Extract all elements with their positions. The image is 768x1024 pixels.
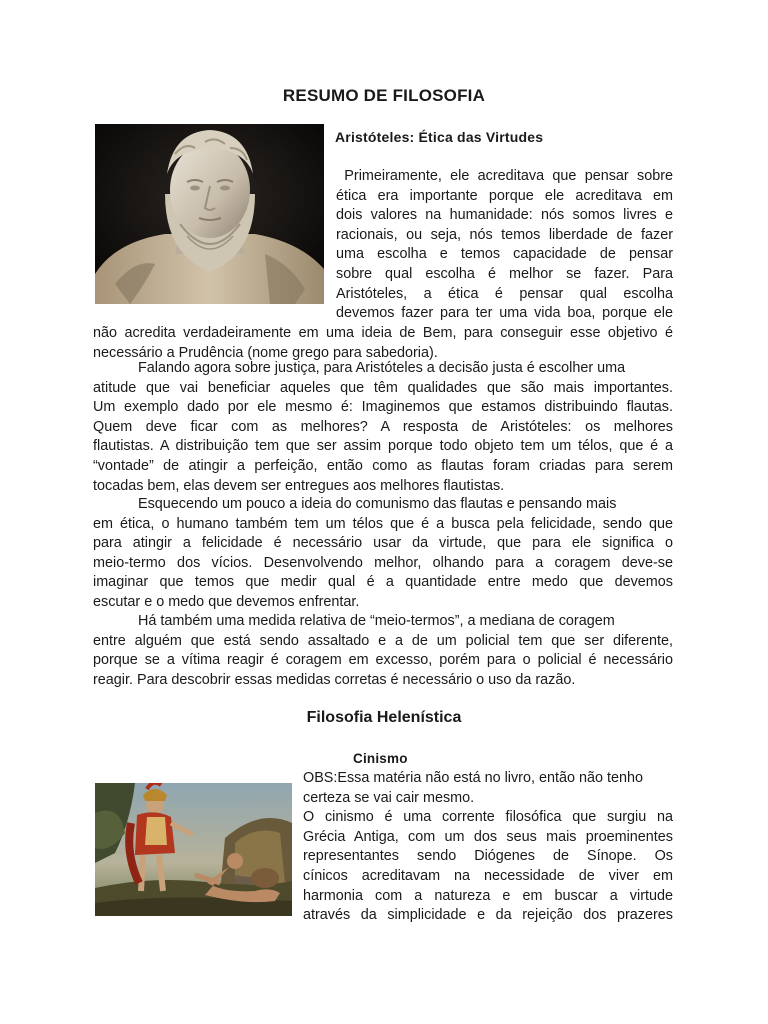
section-heading-aristoteles: Aristóteles: Ética das Virtudes — [335, 129, 544, 145]
text-line: reagir. Para descobrir essas medidas corretas é necessário o uso da razão. — [93, 671, 576, 688]
paragraph-1-wide — [93, 324, 673, 363]
page-title: RESUMO DE FILOSOFIA — [282, 86, 486, 105]
text-line: Falando agora sobre justiça, para Aristóteles a decisão justa é escolher uma — [138, 360, 626, 376]
text-line: Há também uma medida relativa de “meio-termos”, a mediana de coragem — [138, 613, 615, 629]
text-line: dois valores na humanidade: nós somos livres e — [336, 207, 673, 224]
text-line: escutar e o medo que devemos enfrentar. — [93, 593, 360, 610]
text-line: racionais, ou seja, nós temos liberdade de fazer — [336, 226, 673, 243]
text-line: atitude que vai beneficiar aqueles que têm qualidades que são mais importantes. — [93, 379, 673, 396]
text-line: Esquecendo um pouco a ideia do comunismo das flautas e pensando mais — [138, 496, 617, 512]
text-line: Um exemplo dado por ele mesmo é: Imaginemos que estamos distribuindo flautas. — [93, 399, 673, 416]
text-line: Grécia Antiga, com um dos seus mais proeminentes — [303, 828, 673, 845]
text-line: sobre qual escolha é melhor se fazer. Para — [336, 265, 673, 282]
text-line: meio-termo dos vícios. Desenvolvendo melhor, olhando para a coragem deve-se — [93, 554, 673, 571]
text-line: entre alguém que está sendo assaltado e a de um policial tem que ser diferente, — [93, 632, 673, 649]
text-line: ética era importante porque ele acreditava em — [336, 187, 673, 204]
text-line: flautistas. A distribuição tem que ser assim porque todo objeto tem um télos, que é a — [93, 438, 673, 455]
text-line: O cinismo é uma corrente filosófica que surgiu na — [303, 809, 673, 826]
text-line: Quem deve ficar com as melhores? A resposta de Aristóteles: os melhores — [93, 418, 673, 435]
text-line: para atingir a felicidade é necessário usar da virtude, que para ele significa o — [93, 535, 673, 552]
alexander-diogenes-painting — [95, 783, 292, 916]
text-line: imaginar que temos que medir qual é a quantidade entre medo que devemos — [93, 574, 673, 591]
paragraph-3 — [93, 495, 673, 613]
text-line: harmonia com a natureza e em buscar a virtude — [303, 887, 673, 904]
text-line: “vontade” de atingir a perfeição, então como as flautas foram criadas para serem — [93, 457, 673, 474]
paragraph-4 — [93, 612, 673, 690]
paragraph-1-narrow — [336, 167, 673, 324]
paragraph-2 — [93, 359, 673, 496]
text-line: através da simplicidade e da rejeição dos prazeres — [303, 907, 673, 924]
section-heading-helenistica: Filosofia Helenística — [306, 709, 462, 726]
aristotle-bust-image — [95, 124, 324, 304]
text-line: uma escolha e temos capacidade de pensar — [336, 246, 673, 263]
text-line: representantes sendo Diógenes de Sínope. Os — [303, 848, 673, 865]
text-line: em ética, o humano também tem um télos que é a busca pela felicidade, sendo que — [93, 515, 673, 532]
text-line: certeza se vai cair mesmo. — [303, 789, 475, 806]
text-line: porque se a vítima reagir é coragem em excesso, porém para o policial é necessário — [93, 652, 673, 669]
text-line: Aristóteles, a ética é pensar qual escolha — [336, 285, 673, 302]
text-line: cínicos acreditavam na necessidade de viver em — [303, 867, 673, 884]
cinismo-text — [303, 769, 673, 926]
text-line: necessário a Prudência (nome grego para sabedoria). — [93, 344, 438, 361]
text-line: OBS:Essa matéria não está no livro, então não tenho — [303, 770, 643, 786]
text-line: Primeiramente, ele acreditava que pensar sobre — [336, 168, 673, 184]
text-line: tocadas bem, elas devem ser entregues aos melhores flautistas. — [93, 477, 505, 494]
text-line: devemos fazer para ter uma vida boa, porque ele — [336, 305, 673, 322]
text-line: não acredita verdadeiramente em uma ideia de Bem, para conseguir esse objetivo é — [93, 325, 673, 341]
subheading-cinismo: Cinismo — [353, 751, 408, 766]
